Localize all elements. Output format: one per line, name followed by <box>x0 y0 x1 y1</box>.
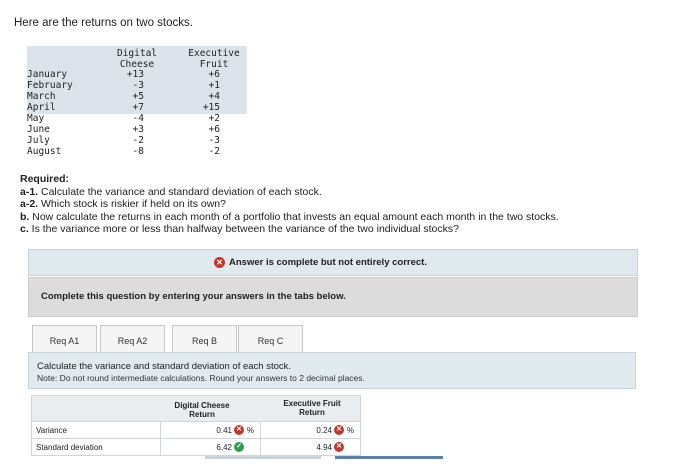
required-heading: Required: <box>20 173 70 185</box>
table-row <box>27 124 247 135</box>
col-header-executive-fruit-line1: Executive <box>188 48 240 59</box>
input-value: 0.41 <box>216 426 232 435</box>
table-row <box>27 80 247 91</box>
answer-status-banner <box>28 249 638 276</box>
executive-fruit-cell: +2 <box>208 113 220 124</box>
stock-returns-table <box>27 46 247 157</box>
col-header-executive-fruit-return <box>264 399 360 417</box>
banner-text: Answer is complete but not entirely correct. <box>229 257 427 268</box>
table-row <box>27 91 247 102</box>
required-item-text: Is the variance more or less than halfway between the variance of the two individual stocks? <box>28 223 459 235</box>
digital-cheese-cell: -3 <box>132 80 144 91</box>
table-row <box>27 69 247 80</box>
month-cell: January <box>27 69 68 80</box>
required-item-text: Now calculate the returns in each month of a portfolio that invests an equal amount each month in the two stocks. <box>29 210 559 223</box>
tab-req-a2[interactable]: Req A2 <box>100 325 165 355</box>
tab-req-c[interactable]: Req C <box>238 325 303 355</box>
month-cell: February <box>27 80 73 91</box>
col-header-digital-cheese-line1: Digital <box>116 48 158 59</box>
required-item-label: a-2. <box>20 198 39 210</box>
question-panel <box>28 352 636 389</box>
x-circle-icon: ✕ <box>214 257 225 268</box>
x-circle-icon: ✕ <box>334 425 344 435</box>
col-header-digital-cheese-line2: Cheese <box>119 59 155 70</box>
month-cell: July <box>27 135 50 146</box>
panel-prompt: Calculate the variance and standard deviation of each stock. <box>37 361 292 372</box>
month-cell: March <box>27 91 56 102</box>
digital-cheese-cell: -4 <box>132 113 144 124</box>
month-cell: April <box>27 102 56 113</box>
month-cell: May <box>27 113 45 124</box>
col-header-line: Executive Fruit <box>283 399 341 408</box>
nav-bar-prev[interactable] <box>205 456 321 459</box>
table-row <box>27 113 247 124</box>
digital-cheese-cell: +7 <box>132 102 144 113</box>
banner-content <box>214 257 427 268</box>
required-item <box>20 198 660 211</box>
digital-cheese-cell: -2 <box>132 135 144 146</box>
col-header-digital-cheese-return <box>162 401 242 419</box>
month-cell: June <box>27 124 50 135</box>
required-item <box>20 186 660 199</box>
stock-table-rows <box>27 69 247 157</box>
table-row-variance <box>31 422 361 439</box>
digital-cheese-variance-input[interactable] <box>160 422 258 439</box>
input-value: 6.42 <box>216 443 232 452</box>
required-item-text: Calculate the variance and standard deviation of each stock. <box>38 185 322 198</box>
input-value: 4.94 <box>316 443 332 452</box>
required-item <box>20 211 660 224</box>
digital-cheese-cell: -8 <box>132 146 144 157</box>
x-circle-icon: ✕ <box>334 442 344 452</box>
unit-label: % <box>246 426 254 435</box>
panel-note: Note: Do not round intermediate calculations. Round your answers to 2 decimal places. <box>37 373 365 383</box>
required-section <box>20 173 660 236</box>
col-header-executive-fruit-line2: Fruit <box>199 59 229 70</box>
col-header-line: Digital Cheese <box>174 401 230 410</box>
table-row <box>27 102 247 113</box>
tab-req-a1[interactable]: Req A1 <box>32 325 97 355</box>
instruction-box <box>28 277 638 317</box>
intro-text: Here are the returns on two stocks. <box>14 17 193 29</box>
row-label: Variance <box>36 426 67 435</box>
executive-fruit-cell: +6 <box>208 69 220 80</box>
executive-fruit-cell: +1 <box>208 80 220 91</box>
executive-fruit-variance-input[interactable] <box>260 422 360 439</box>
executive-fruit-sd-input[interactable] <box>260 439 360 456</box>
tab-req-b[interactable]: Req B <box>172 325 237 355</box>
required-item-text: Which stock is riskier if held on its own? <box>38 198 226 210</box>
digital-cheese-sd-input[interactable] <box>160 439 258 456</box>
required-item-label: c. <box>20 223 29 235</box>
required-item <box>20 223 660 236</box>
executive-fruit-cell: +15 <box>202 102 220 113</box>
unit-label: % <box>346 426 354 435</box>
instruction-text: Complete this question by entering your answers in the tabs below. <box>41 291 346 302</box>
answer-table-header <box>31 395 361 422</box>
required-item-label: a-1. <box>20 185 39 198</box>
check-circle-icon: ✓ <box>234 442 244 452</box>
executive-fruit-cell: -2 <box>208 146 220 157</box>
col-header-digital-cheese <box>102 48 172 70</box>
digital-cheese-cell: +13 <box>126 69 144 80</box>
col-header-executive-fruit <box>179 48 249 70</box>
col-header-line: Return <box>299 408 325 417</box>
input-value: 0.24 <box>316 426 332 435</box>
required-item-label: b. <box>20 210 30 223</box>
x-circle-icon: ✕ <box>234 425 244 435</box>
executive-fruit-cell: -3 <box>208 135 220 146</box>
table-row <box>27 135 247 146</box>
digital-cheese-cell: +3 <box>132 124 144 135</box>
nav-bar-next[interactable] <box>335 456 443 459</box>
col-header-line: Return <box>189 410 215 419</box>
executive-fruit-cell: +6 <box>208 124 220 135</box>
digital-cheese-cell: +5 <box>132 91 144 102</box>
month-cell: August <box>27 146 62 157</box>
executive-fruit-cell: +4 <box>208 91 220 102</box>
table-row-standard-deviation <box>31 439 361 456</box>
row-label: Standard deviation <box>36 443 103 452</box>
table-row <box>27 146 247 157</box>
